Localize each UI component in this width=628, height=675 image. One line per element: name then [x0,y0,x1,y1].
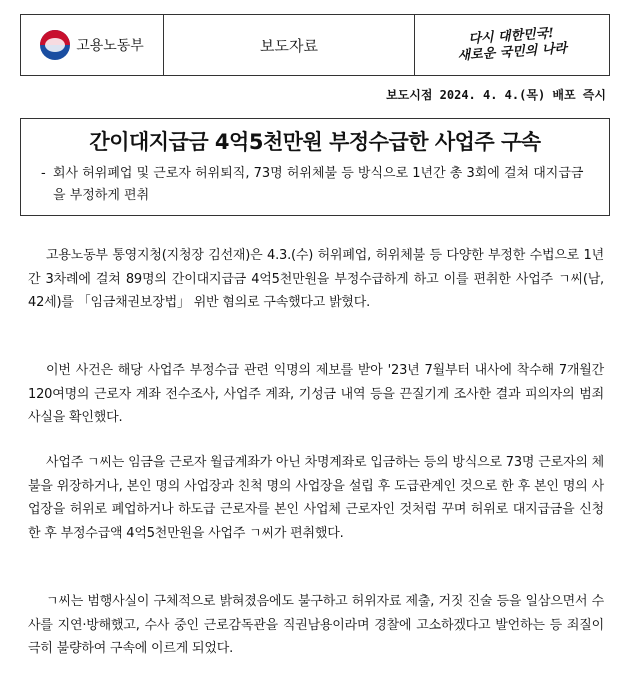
release-time: 보도시점 2024. 4. 4.(목) 배포 즉시 [386,88,606,102]
subtitle: 회사 허위폐업 및 근로자 허위퇴직, 73명 허위체불 등 방식으로 1년간 총 3회에 걸쳐 대지급금을 부정하게 편취 [53,166,584,203]
page-title: 간이대지급금 4억5천만원 부정수급한 사업주 구속 [89,130,541,154]
slogan-line-2: 새로운 국민의 나라 [457,41,568,64]
doc-type-cell [164,15,415,75]
subtitle-block [41,163,593,207]
bullet-dash: - [41,166,46,181]
ministry-name: 고용노동부 [76,38,144,54]
slogan-cell [415,15,609,75]
title-box [20,118,610,216]
body-paragraph-1: 고용노동부 통영지청(지청장 김선재)은 4.3.(수) 허위폐업, 허위체불 등 다양한 부정한 수법으로 1년간 3차례에 걸쳐 89명의 간이대지급금 4억5천만원을 부정수급하게 하고 이를 편취한 사업주 ㄱ씨(남, 42세)를 「임금채권보장법」 위반 혐의로 구속했다고 밝혔다. [28,248,604,310]
slogan-calligraphy [456,25,567,65]
body-paragraph-3: 사업주 ㄱ씨는 임금을 근로자 월급계좌가 아닌 차명계좌로 입금하는 등의 방식으로 73명 근로자의 체불을 위장하거나, 본인 명의 사업장과 친척 명의 사업장을 설립 후 도급관계인 것으로 한 후 본인 명의 사업장을 허위로 폐업하거나 하도급 근로자를 본인 사업체 근로자인 것처럼 꾸며 허위로 대지급금을 신청한 후 부정수급액 4억5천만원을 사업주 ㄱ씨가 편취했다. [28,455,604,541]
slogan-line-1: 다시 대한민국! [468,26,555,47]
press-header [20,14,610,76]
body-paragraph-2: 이번 사건은 해당 사업주 부정수급 관련 익명의 제보를 받아 '23년 7월부터 내사에 착수해 7개월간 120여명의 근로자 계좌 전수조사, 사업주 계좌, 기성금 내역 등을 끈질기게 조사한 결과 피의자의 범죄사실을 확인했다. [28,363,604,425]
ministry-logo-cell [21,15,164,75]
body-paragraph-4: ㄱ씨는 범행사실이 구체적으로 밝혀졌음에도 불구하고 허위자료 제출, 거짓 진술 등을 일삼으면서 수사를 지연·방해했고, 수사 중인 근로감독관을 직권남용이라며 경찰에 고소하겠다고 발언하는 등 죄질이 극히 불량하여 구속에 이르게 되었다. [28,594,604,656]
doc-type-label: 보도자료 [260,36,318,55]
taegeuk-emblem-icon [40,30,70,60]
